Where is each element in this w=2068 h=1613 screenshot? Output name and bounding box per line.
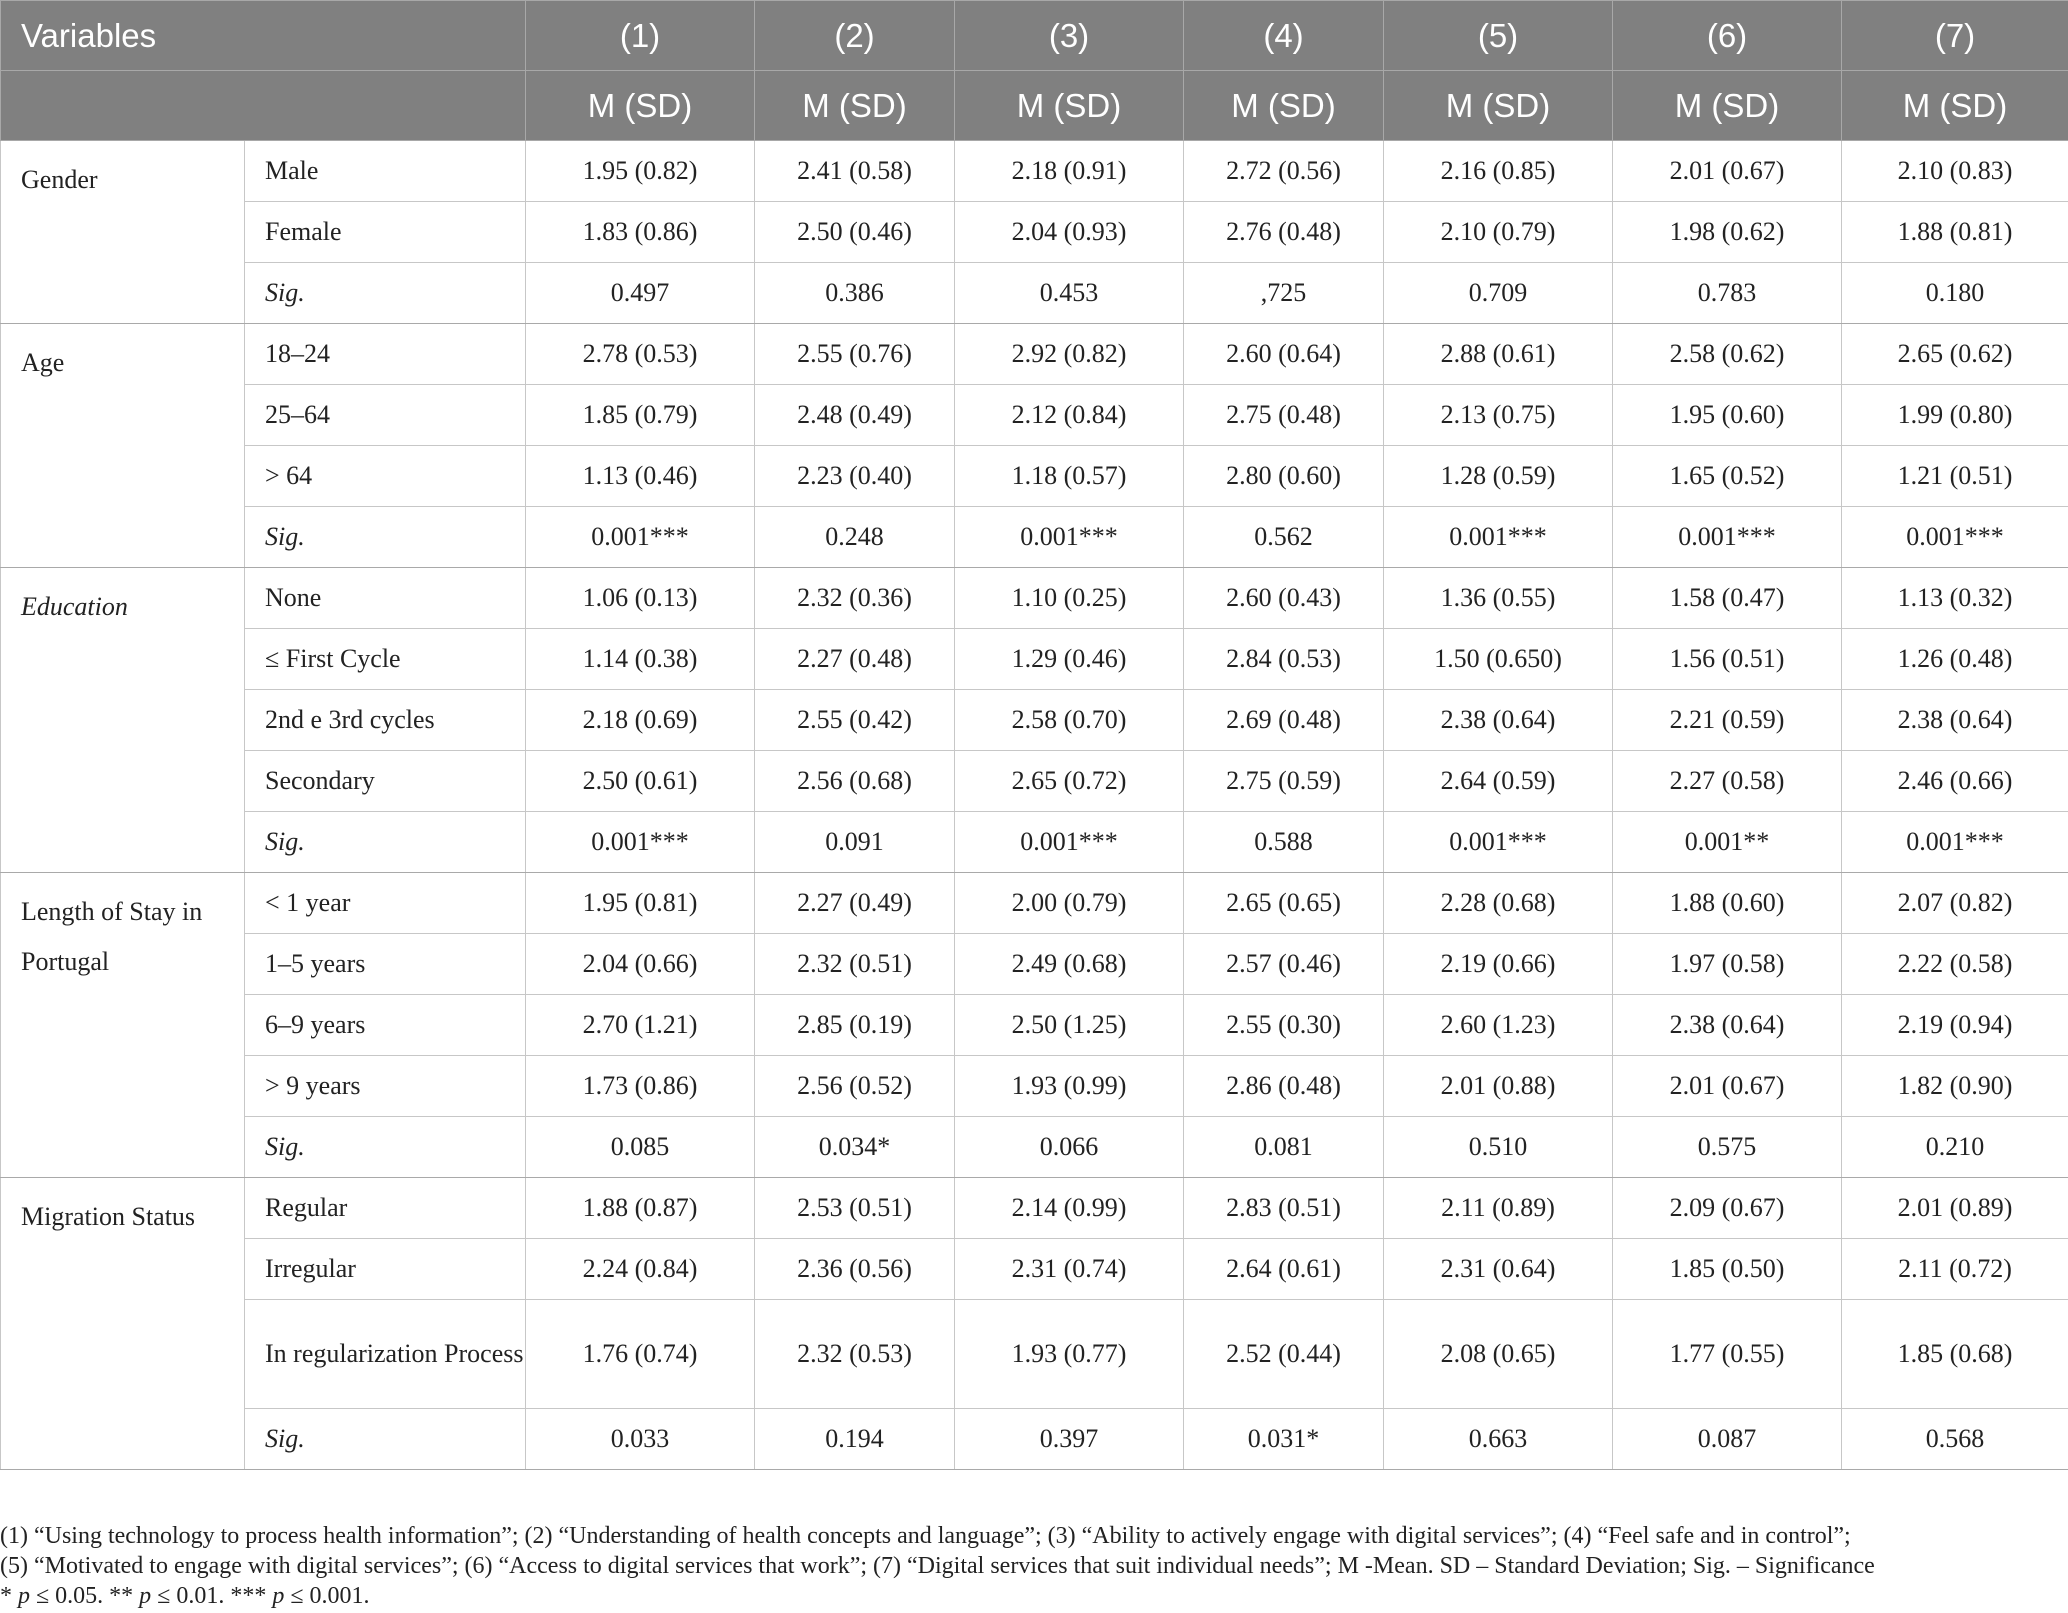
- value-cell: 0.001***: [955, 507, 1184, 568]
- value-cell: 0.001**: [1613, 812, 1842, 873]
- value-cell: 1.06 (0.13): [526, 568, 755, 629]
- value-cell: 2.28 (0.68): [1384, 873, 1613, 934]
- value-cell: 2.31 (0.74): [955, 1239, 1184, 1300]
- value-cell: 2.56 (0.52): [755, 1056, 955, 1117]
- table-row: [1, 690, 2068, 751]
- value-cell: 1.77 (0.55): [1613, 1300, 1842, 1409]
- value-cell: 2.11 (0.89): [1384, 1178, 1613, 1239]
- table-row: [1, 995, 2068, 1056]
- value-cell: 1.83 (0.86): [526, 202, 755, 263]
- value-cell: 1.58 (0.47): [1613, 568, 1842, 629]
- value-cell: 2.04 (0.93): [955, 202, 1184, 263]
- value-cell: 2.52 (0.44): [1184, 1300, 1384, 1409]
- value-cell: 0.033: [526, 1409, 755, 1470]
- value-cell: 1.65 (0.52): [1613, 446, 1842, 507]
- row-label: > 9 years: [245, 1056, 526, 1117]
- value-cell: 2.50 (0.61): [526, 751, 755, 812]
- significance-row: [1, 1117, 2068, 1178]
- value-cell: 0.085: [526, 1117, 755, 1178]
- row-label: 2nd e 3rd cycles: [245, 690, 526, 751]
- row-label: Regular: [245, 1178, 526, 1239]
- value-cell: 2.13 (0.75): [1384, 385, 1613, 446]
- value-cell: 2.01 (0.67): [1613, 141, 1842, 202]
- value-cell: 1.95 (0.60): [1613, 385, 1842, 446]
- value-cell: 2.01 (0.67): [1613, 1056, 1842, 1117]
- value-cell: 1.29 (0.46): [955, 629, 1184, 690]
- value-cell: 2.04 (0.66): [526, 934, 755, 995]
- stat-subheader: M (SD): [1613, 71, 1842, 141]
- value-cell: 2.24 (0.84): [526, 1239, 755, 1300]
- value-cell: 1.50 (0.650): [1384, 629, 1613, 690]
- value-cell: 2.65 (0.65): [1184, 873, 1384, 934]
- row-label: Sig.: [245, 507, 526, 568]
- value-cell: 2.49 (0.68): [955, 934, 1184, 995]
- table-body: [1, 141, 2068, 1470]
- value-cell: 2.01 (0.89): [1842, 1178, 2068, 1239]
- value-cell: 2.55 (0.76): [755, 324, 955, 385]
- value-cell: 2.56 (0.68): [755, 751, 955, 812]
- value-cell: 1.13 (0.46): [526, 446, 755, 507]
- column-header: (4): [1184, 1, 1384, 71]
- footnote-part: ≤ 0.001.: [284, 1583, 370, 1609]
- table-row: [1, 141, 2068, 202]
- footnote-part: p: [272, 1583, 285, 1609]
- value-cell: 2.86 (0.48): [1184, 1056, 1384, 1117]
- value-cell: 2.36 (0.56): [755, 1239, 955, 1300]
- value-cell: 2.08 (0.65): [1384, 1300, 1613, 1409]
- value-cell: 0.091: [755, 812, 955, 873]
- column-header: (2): [755, 1, 955, 71]
- value-cell: 2.00 (0.79): [955, 873, 1184, 934]
- stat-subheader: M (SD): [1842, 71, 2068, 141]
- value-cell: 1.98 (0.62): [1613, 202, 1842, 263]
- value-cell: 0.575: [1613, 1117, 1842, 1178]
- value-cell: 2.75 (0.59): [1184, 751, 1384, 812]
- row-label: ≤ First Cycle: [245, 629, 526, 690]
- value-cell: 2.53 (0.51): [755, 1178, 955, 1239]
- value-cell: 2.07 (0.82): [1842, 873, 2068, 934]
- row-label: 18–24: [245, 324, 526, 385]
- value-cell: 0.001***: [955, 812, 1184, 873]
- value-cell: 0.180: [1842, 263, 2068, 324]
- value-cell: 2.14 (0.99): [955, 1178, 1184, 1239]
- value-cell: 2.09 (0.67): [1613, 1178, 1842, 1239]
- value-cell: 2.16 (0.85): [1384, 141, 1613, 202]
- value-cell: 1.85 (0.68): [1842, 1300, 2068, 1409]
- value-cell: 0.497: [526, 263, 755, 324]
- table-row: [1, 873, 2068, 934]
- row-label: 1–5 years: [245, 934, 526, 995]
- group-label: Gender: [1, 141, 245, 324]
- stat-subheader: M (SD): [955, 71, 1184, 141]
- value-cell: 1.93 (0.99): [955, 1056, 1184, 1117]
- value-cell: 2.21 (0.59): [1613, 690, 1842, 751]
- value-cell: 1.95 (0.82): [526, 141, 755, 202]
- stat-subheader: M (SD): [1384, 71, 1613, 141]
- value-cell: 2.64 (0.61): [1184, 1239, 1384, 1300]
- value-cell: 0.248: [755, 507, 955, 568]
- row-label: > 64: [245, 446, 526, 507]
- value-cell: 2.80 (0.60): [1184, 446, 1384, 507]
- row-label: Sig.: [245, 812, 526, 873]
- footnote-part: ≤ 0.05. **: [30, 1583, 140, 1609]
- value-cell: 2.83 (0.51): [1184, 1178, 1384, 1239]
- table-row: [1, 934, 2068, 995]
- value-cell: 2.75 (0.48): [1184, 385, 1384, 446]
- value-cell: 0.453: [955, 263, 1184, 324]
- value-cell: 2.57 (0.46): [1184, 934, 1384, 995]
- value-cell: 1.10 (0.25): [955, 568, 1184, 629]
- value-cell: 2.50 (1.25): [955, 995, 1184, 1056]
- value-cell: 2.84 (0.53): [1184, 629, 1384, 690]
- table-row: [1, 751, 2068, 812]
- value-cell: 1.82 (0.90): [1842, 1056, 2068, 1117]
- value-cell: 2.85 (0.19): [755, 995, 955, 1056]
- value-cell: 2.46 (0.66): [1842, 751, 2068, 812]
- value-cell: 0.081: [1184, 1117, 1384, 1178]
- significance-row: [1, 507, 2068, 568]
- row-label: None: [245, 568, 526, 629]
- header-row-stats: [1, 71, 2068, 141]
- value-cell: 2.18 (0.69): [526, 690, 755, 751]
- value-cell: 1.97 (0.58): [1613, 934, 1842, 995]
- table-row: [1, 629, 2068, 690]
- row-label: < 1 year: [245, 873, 526, 934]
- group-label: Length of Stay in Portugal: [1, 873, 245, 1178]
- row-label: Sig.: [245, 1409, 526, 1470]
- value-cell: 1.56 (0.51): [1613, 629, 1842, 690]
- value-cell: 1.26 (0.48): [1842, 629, 2068, 690]
- row-label: Irregular: [245, 1239, 526, 1300]
- value-cell: 2.38 (0.64): [1613, 995, 1842, 1056]
- row-label: Sig.: [245, 1117, 526, 1178]
- value-cell: 2.88 (0.61): [1384, 324, 1613, 385]
- value-cell: 2.19 (0.66): [1384, 934, 1613, 995]
- value-cell: 0.034*: [755, 1117, 955, 1178]
- value-cell: 1.85 (0.79): [526, 385, 755, 446]
- value-cell: 1.73 (0.86): [526, 1056, 755, 1117]
- value-cell: 2.38 (0.64): [1842, 690, 2068, 751]
- value-cell: 2.64 (0.59): [1384, 751, 1613, 812]
- value-cell: 1.13 (0.32): [1842, 568, 2068, 629]
- table-footnote: [0, 1521, 2060, 1611]
- value-cell: 2.19 (0.94): [1842, 995, 2068, 1056]
- variables-header: Variables: [1, 1, 526, 71]
- value-cell: 2.55 (0.30): [1184, 995, 1384, 1056]
- value-cell: 0.031*: [1184, 1409, 1384, 1470]
- value-cell: 2.78 (0.53): [526, 324, 755, 385]
- value-cell: 1.28 (0.59): [1384, 446, 1613, 507]
- value-cell: 0.210: [1842, 1117, 2068, 1178]
- group-label: Age: [1, 324, 245, 568]
- stat-subheader: M (SD): [755, 71, 955, 141]
- value-cell: 2.32 (0.53): [755, 1300, 955, 1409]
- value-cell: 1.95 (0.81): [526, 873, 755, 934]
- value-cell: 1.14 (0.38): [526, 629, 755, 690]
- row-label: 6–9 years: [245, 995, 526, 1056]
- value-cell: 0.001***: [1384, 507, 1613, 568]
- value-cell: 2.65 (0.62): [1842, 324, 2068, 385]
- value-cell: 0.087: [1613, 1409, 1842, 1470]
- table-row: [1, 1239, 2068, 1300]
- value-cell: 2.58 (0.62): [1613, 324, 1842, 385]
- value-cell: 2.50 (0.46): [755, 202, 955, 263]
- column-header: (3): [955, 1, 1184, 71]
- value-cell: 2.22 (0.58): [1842, 934, 2068, 995]
- column-header: (6): [1613, 1, 1842, 71]
- value-cell: 2.60 (1.23): [1384, 995, 1613, 1056]
- group-label: Education: [1, 568, 245, 873]
- table-row: [1, 1056, 2068, 1117]
- footnote-part: p: [18, 1583, 30, 1609]
- value-cell: 1.36 (0.55): [1384, 568, 1613, 629]
- value-cell: 1.85 (0.50): [1613, 1239, 1842, 1300]
- value-cell: 1.18 (0.57): [955, 446, 1184, 507]
- value-cell: 0.001***: [1384, 812, 1613, 873]
- value-cell: 0.001***: [526, 507, 755, 568]
- row-label: In regularization Process: [245, 1300, 526, 1409]
- value-cell: 0.568: [1842, 1409, 2068, 1470]
- value-cell: 2.01 (0.88): [1384, 1056, 1613, 1117]
- value-cell: 2.41 (0.58): [755, 141, 955, 202]
- row-label: Female: [245, 202, 526, 263]
- row-label: Sig.: [245, 263, 526, 324]
- value-cell: 2.38 (0.64): [1384, 690, 1613, 751]
- footnote-part: ≤ 0.01. ***: [151, 1583, 273, 1609]
- value-cell: 2.92 (0.82): [955, 324, 1184, 385]
- footnote-part: *: [0, 1583, 18, 1609]
- value-cell: 2.12 (0.84): [955, 385, 1184, 446]
- value-cell: 2.60 (0.43): [1184, 568, 1384, 629]
- footnote-part: p: [139, 1583, 152, 1609]
- value-cell: 0.001***: [1842, 812, 2068, 873]
- significance-row: [1, 263, 2068, 324]
- value-cell: 0.386: [755, 263, 955, 324]
- value-cell: 2.65 (0.72): [955, 751, 1184, 812]
- value-cell: 2.27 (0.48): [755, 629, 955, 690]
- value-cell: 0.588: [1184, 812, 1384, 873]
- value-cell: 0.397: [955, 1409, 1184, 1470]
- group-label: Migration Status: [1, 1178, 245, 1470]
- row-label: 25–64: [245, 385, 526, 446]
- value-cell: 2.70 (1.21): [526, 995, 755, 1056]
- value-cell: 0.066: [955, 1117, 1184, 1178]
- table-row: [1, 1178, 2068, 1239]
- value-cell: 0.194: [755, 1409, 955, 1470]
- value-cell: 2.23 (0.40): [755, 446, 955, 507]
- significance-row: [1, 1409, 2068, 1470]
- row-label: Male: [245, 141, 526, 202]
- value-cell: 2.55 (0.42): [755, 690, 955, 751]
- value-cell: 0.001***: [526, 812, 755, 873]
- value-cell: 2.60 (0.64): [1184, 324, 1384, 385]
- row-label: Secondary: [245, 751, 526, 812]
- value-cell: 2.27 (0.49): [755, 873, 955, 934]
- value-cell: 1.76 (0.74): [526, 1300, 755, 1409]
- stat-subheader: M (SD): [1184, 71, 1384, 141]
- value-cell: 0.783: [1613, 263, 1842, 324]
- value-cell: 2.76 (0.48): [1184, 202, 1384, 263]
- value-cell: 1.88 (0.60): [1613, 873, 1842, 934]
- table-row: [1, 202, 2068, 263]
- stat-subheader: M (SD): [526, 71, 755, 141]
- footnote-line: (5) “Motivated to engage with digital services”; (6) “Access to digital services that work”; (7) “Digital services that suit individual needs”; M -Mean. SD – Standard Deviation; Sig. – Significance: [0, 1553, 1875, 1579]
- table-row: [1, 324, 2068, 385]
- value-cell: 0.001***: [1613, 507, 1842, 568]
- footnote-significance: [0, 1581, 2060, 1611]
- column-header: (5): [1384, 1, 1613, 71]
- value-cell: 2.10 (0.83): [1842, 141, 2068, 202]
- column-header: (7): [1842, 1, 2068, 71]
- column-header: (1): [526, 1, 755, 71]
- value-cell: 2.72 (0.56): [1184, 141, 1384, 202]
- value-cell: 1.99 (0.80): [1842, 385, 2068, 446]
- significance-row: [1, 812, 2068, 873]
- value-cell: 0.001***: [1842, 507, 2068, 568]
- value-cell: 0.709: [1384, 263, 1613, 324]
- value-cell: 2.58 (0.70): [955, 690, 1184, 751]
- value-cell: 0.562: [1184, 507, 1384, 568]
- value-cell: 2.32 (0.51): [755, 934, 955, 995]
- value-cell: 1.21 (0.51): [1842, 446, 2068, 507]
- value-cell: 2.10 (0.79): [1384, 202, 1613, 263]
- value-cell: 1.88 (0.87): [526, 1178, 755, 1239]
- value-cell: 0.663: [1384, 1409, 1613, 1470]
- table-row: [1, 568, 2068, 629]
- table-row: [1, 385, 2068, 446]
- value-cell: 2.48 (0.49): [755, 385, 955, 446]
- footnote-line: (1) “Using technology to process health information”; (2) “Understanding of health concepts and language”; (3) “Ability to actively engage with digital services”; (4) “Feel safe and in control”;: [0, 1523, 1851, 1549]
- table-row: [1, 1300, 2068, 1409]
- table-row: [1, 446, 2068, 507]
- value-cell: 1.88 (0.81): [1842, 202, 2068, 263]
- value-cell: 2.18 (0.91): [955, 141, 1184, 202]
- value-cell: 0.510: [1384, 1117, 1613, 1178]
- value-cell: 1.93 (0.77): [955, 1300, 1184, 1409]
- header-row-columns: [1, 1, 2068, 71]
- header-spacer: [1, 71, 526, 141]
- value-cell: 2.31 (0.64): [1384, 1239, 1613, 1300]
- value-cell: ,725: [1184, 263, 1384, 324]
- value-cell: 2.32 (0.36): [755, 568, 955, 629]
- value-cell: 2.69 (0.48): [1184, 690, 1384, 751]
- value-cell: 2.11 (0.72): [1842, 1239, 2068, 1300]
- value-cell: 2.27 (0.58): [1613, 751, 1842, 812]
